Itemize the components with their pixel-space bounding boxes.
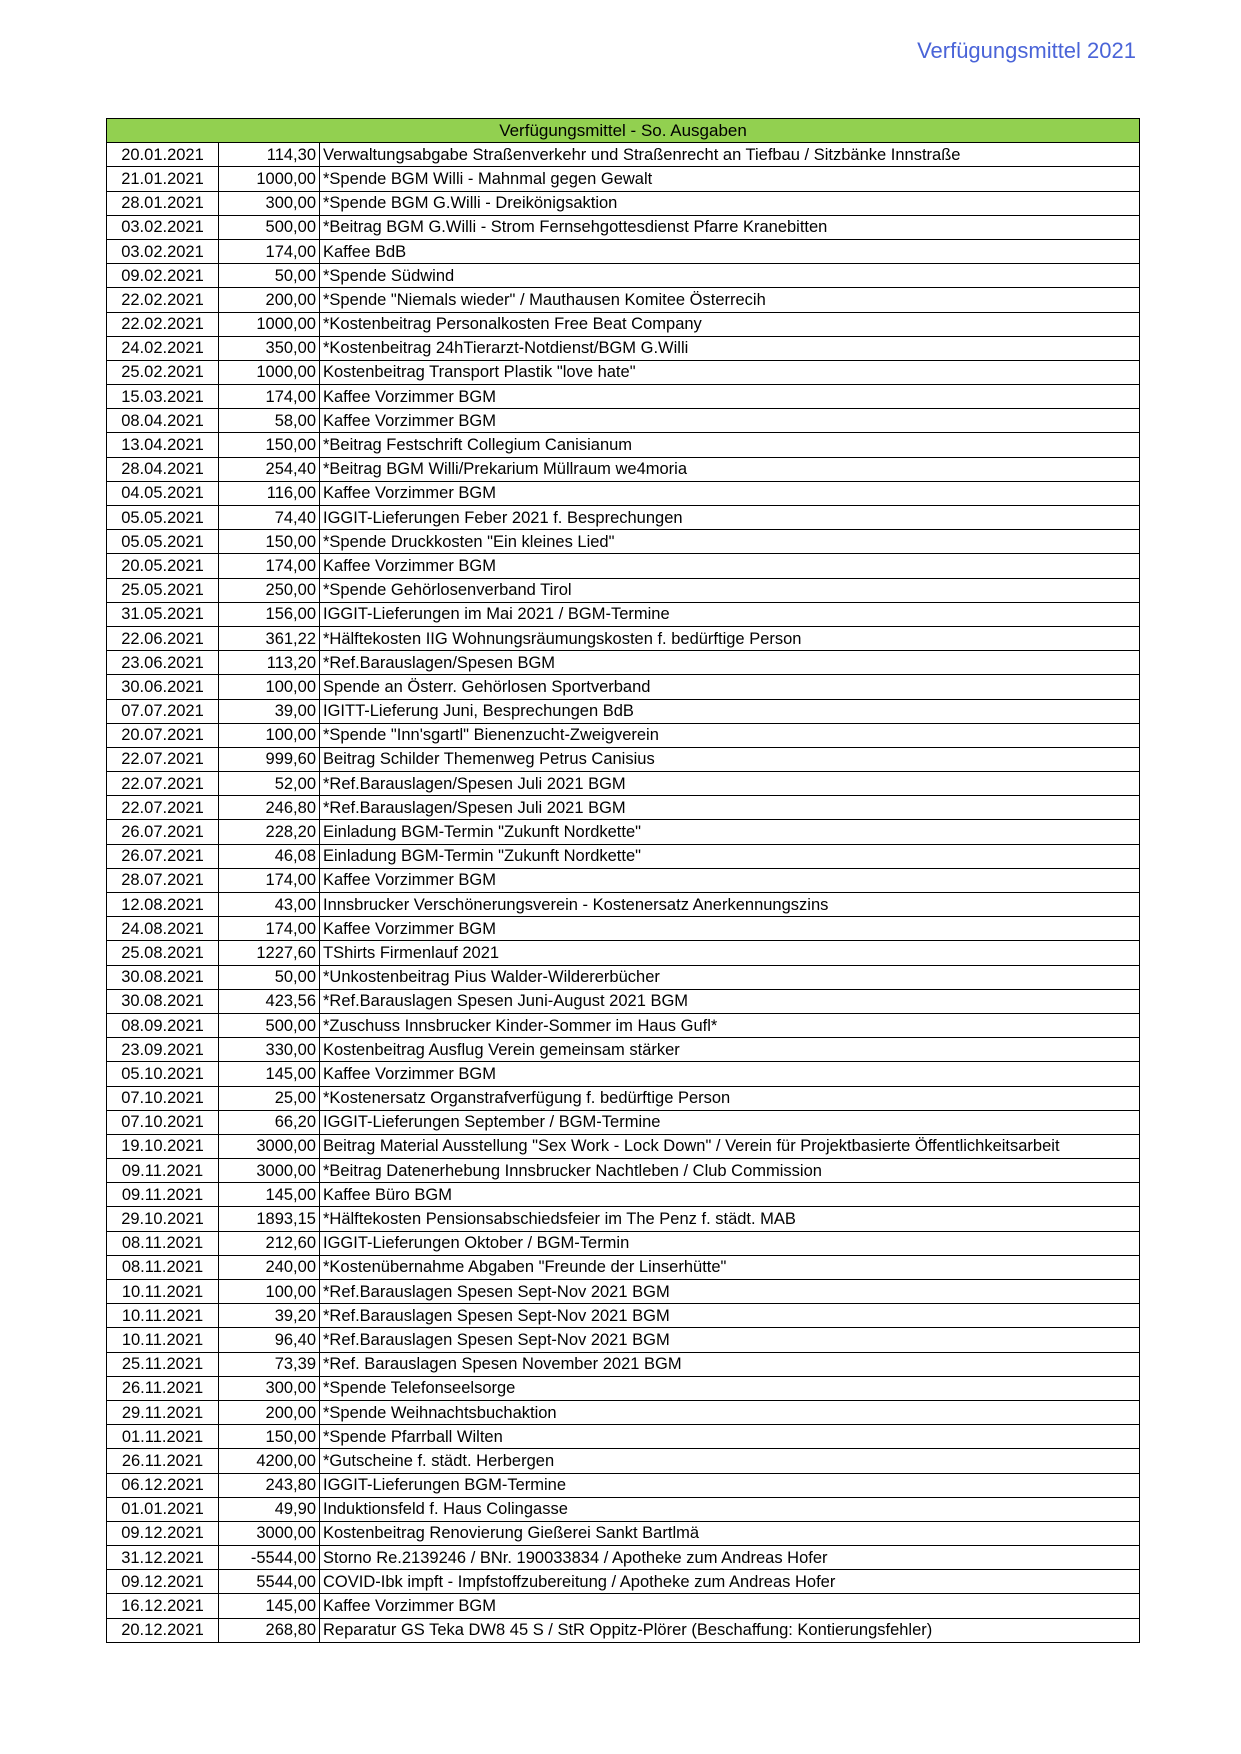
table-header-row [107,119,1140,143]
table-row [107,239,1140,263]
date-cell: 26.11.2021 [107,1376,219,1400]
date-cell: 20.12.2021 [107,1618,219,1642]
table-row [107,626,1140,650]
amount-cell: 100,00 [219,1280,320,1304]
amount-cell: 240,00 [219,1255,320,1279]
date-cell: 26.07.2021 [107,820,219,844]
date-cell: 08.09.2021 [107,1013,219,1037]
amount-cell: 174,00 [219,239,320,263]
amount-cell: 145,00 [219,1183,320,1207]
description-cell: IGGIT-Lieferungen Oktober / BGM-Termin [320,1231,1140,1255]
date-cell: 20.05.2021 [107,554,219,578]
date-cell: 29.10.2021 [107,1207,219,1231]
description-cell: Kaffee BdB [320,239,1140,263]
amount-cell: 100,00 [219,723,320,747]
description-cell: *Ref.Barauslagen Spesen Sept-Nov 2021 BGM [320,1280,1140,1304]
table-row [107,1231,1140,1255]
amount-cell: 174,00 [219,868,320,892]
date-cell: 19.10.2021 [107,1134,219,1158]
amount-cell: 212,60 [219,1231,320,1255]
description-cell: *Ref.Barauslagen/Spesen BGM [320,651,1140,675]
date-cell: 28.07.2021 [107,868,219,892]
date-cell: 10.11.2021 [107,1304,219,1328]
table-row [107,1473,1140,1497]
amount-cell: 361,22 [219,626,320,650]
description-cell: Reparatur GS Teka DW8 45 S / StR Oppitz-Plörer (Beschaffung: Kontierungsfehler) [320,1618,1140,1642]
table-row [107,844,1140,868]
amount-cell: 49,90 [219,1497,320,1521]
amount-cell: 58,00 [219,409,320,433]
table-row [107,409,1140,433]
date-cell: 05.05.2021 [107,506,219,530]
description-cell: IGITT-Lieferung Juni, Besprechungen BdB [320,699,1140,723]
amount-cell: 150,00 [219,1425,320,1449]
table-row [107,385,1140,409]
date-cell: 25.05.2021 [107,578,219,602]
table-row [107,530,1140,554]
table-row [107,1062,1140,1086]
date-cell: 03.02.2021 [107,215,219,239]
amount-cell: 500,00 [219,1013,320,1037]
date-cell: 22.07.2021 [107,772,219,796]
description-cell: Kaffee Vorzimmer BGM [320,409,1140,433]
amount-cell: 174,00 [219,554,320,578]
amount-cell: 113,20 [219,651,320,675]
description-cell: Beitrag Material Ausstellung "Sex Work - Lock Down" / Verein für Projektbasierte Öffentlichkeitsarbeit [320,1134,1140,1158]
description-cell: *Hälftekosten IIG Wohnungsräumungskosten f. bedürftige Person [320,626,1140,650]
amount-cell: 50,00 [219,965,320,989]
description-cell: *Spende Gehörlosenverband Tirol [320,578,1140,602]
table-row [107,820,1140,844]
description-cell: Verwaltungsabgabe Straßenverkehr und Straßenrecht an Tiefbau / Sitzbänke Innstraße [320,143,1140,167]
amount-cell: 350,00 [219,336,320,360]
description-cell: Induktionsfeld f. Haus Colingasse [320,1497,1140,1521]
amount-cell: 150,00 [219,433,320,457]
table-row [107,1134,1140,1158]
amount-cell: 246,80 [219,796,320,820]
table-row [107,360,1140,384]
description-cell: Kaffee Vorzimmer BGM [320,481,1140,505]
date-cell: 24.02.2021 [107,336,219,360]
table-row [107,215,1140,239]
date-cell: 10.11.2021 [107,1328,219,1352]
table-row [107,651,1140,675]
table-row [107,1449,1140,1473]
amount-cell: 5544,00 [219,1570,320,1594]
description-cell: Kaffee Vorzimmer BGM [320,554,1140,578]
amount-cell: 330,00 [219,1038,320,1062]
date-cell: 22.02.2021 [107,288,219,312]
description-cell: *Unkostenbeitrag Pius Walder-Wildererbücher [320,965,1140,989]
date-cell: 28.01.2021 [107,191,219,215]
table-row [107,1594,1140,1618]
date-cell: 12.08.2021 [107,893,219,917]
amount-cell: 100,00 [219,675,320,699]
table-row [107,1280,1140,1304]
description-cell: Spende an Österr. Gehörlosen Sportverband [320,675,1140,699]
description-cell: *Spende Druckkosten "Ein kleines Lied" [320,530,1140,554]
description-cell: *Kostenübernahme Abgaben "Freunde der Linserhütte" [320,1255,1140,1279]
amount-cell: 174,00 [219,385,320,409]
table-header: Verfügungsmittel - So. Ausgaben [107,119,1140,143]
description-cell: *Ref.Barauslagen/Spesen Juli 2021 BGM [320,796,1140,820]
description-cell: Storno Re.2139246 / BNr. 190033834 / Apotheke zum Andreas Hofer [320,1546,1140,1570]
description-cell: *Kostenbeitrag 24hTierarzt-Notdienst/BGM G.Willi [320,336,1140,360]
table-row [107,578,1140,602]
description-cell: *Gutscheine f. städt. Herbergen [320,1449,1140,1473]
table-row [107,1328,1140,1352]
description-cell: *Spende "Niemals wieder" / Mauthausen Komitee Österrecih [320,288,1140,312]
date-cell: 31.05.2021 [107,602,219,626]
amount-cell: 3000,00 [219,1159,320,1183]
description-cell: Einladung BGM-Termin "Zukunft Nordkette" [320,820,1140,844]
amount-cell: 66,20 [219,1110,320,1134]
table-row [107,1013,1140,1037]
date-cell: 01.11.2021 [107,1425,219,1449]
amount-cell: 1000,00 [219,312,320,336]
table-row [107,1570,1140,1594]
date-cell: 08.04.2021 [107,409,219,433]
date-cell: 21.01.2021 [107,167,219,191]
description-cell: TShirts Firmenlauf 2021 [320,941,1140,965]
amount-cell: 250,00 [219,578,320,602]
table-row [107,1425,1140,1449]
amount-cell: 200,00 [219,1400,320,1424]
amount-cell: 254,40 [219,457,320,481]
date-cell: 23.06.2021 [107,651,219,675]
description-cell: *Hälftekosten Pensionsabschiedsfeier im The Penz f. städt. MAB [320,1207,1140,1231]
amount-cell: 39,20 [219,1304,320,1328]
description-cell: *Kostenersatz Organstrafverfügung f. bedürftige Person [320,1086,1140,1110]
amount-cell: 43,00 [219,893,320,917]
description-cell: Beitrag Schilder Themenweg Petrus Canisius [320,747,1140,771]
date-cell: 22.07.2021 [107,796,219,820]
date-cell: 08.11.2021 [107,1255,219,1279]
amount-cell: 228,20 [219,820,320,844]
table-row [107,747,1140,771]
table-row [107,554,1140,578]
amount-cell: 150,00 [219,530,320,554]
table-row [107,1497,1140,1521]
date-cell: 05.05.2021 [107,530,219,554]
description-cell: *Kostenbeitrag Personalkosten Free Beat Company [320,312,1140,336]
date-cell: 15.03.2021 [107,385,219,409]
description-cell: *Spende Pfarrball Wilten [320,1425,1140,1449]
table-row [107,457,1140,481]
amount-cell: 52,00 [219,772,320,796]
description-cell: *Beitrag Datenerhebung Innsbrucker Nachtleben / Club Commission [320,1159,1140,1183]
description-cell: Innsbrucker Verschönerungsverein - Kostenersatz Anerkennungszins [320,893,1140,917]
date-cell: 09.11.2021 [107,1183,219,1207]
description-cell: IGGIT-Lieferungen Feber 2021 f. Besprechungen [320,506,1140,530]
description-cell: *Spende BGM G.Willi - Dreikönigsaktion [320,191,1140,215]
amount-cell: 96,40 [219,1328,320,1352]
date-cell: 08.11.2021 [107,1231,219,1255]
table-body [107,143,1140,1643]
description-cell: *Spende Telefonseelsorge [320,1376,1140,1400]
table-row [107,336,1140,360]
date-cell: 10.11.2021 [107,1280,219,1304]
date-cell: 07.07.2021 [107,699,219,723]
table-row [107,288,1140,312]
amount-cell: 300,00 [219,191,320,215]
table-row [107,1038,1140,1062]
description-cell: *Ref. Barauslagen Spesen November 2021 BGM [320,1352,1140,1376]
description-cell: *Spende BGM Willi - Mahnmal gegen Gewalt [320,167,1140,191]
amount-cell: 268,80 [219,1618,320,1642]
table-row [107,191,1140,215]
table-row [107,1618,1140,1642]
date-cell: 07.10.2021 [107,1086,219,1110]
table-row [107,143,1140,167]
table-row [107,917,1140,941]
date-cell: 09.12.2021 [107,1521,219,1545]
date-cell: 30.06.2021 [107,675,219,699]
amount-cell: 114,30 [219,143,320,167]
date-cell: 05.10.2021 [107,1062,219,1086]
table-row [107,1521,1140,1545]
table-row [107,772,1140,796]
amount-cell: 156,00 [219,602,320,626]
table-row [107,989,1140,1013]
date-cell: 23.09.2021 [107,1038,219,1062]
amount-cell: 50,00 [219,264,320,288]
date-cell: 30.08.2021 [107,965,219,989]
description-cell: *Ref.Barauslagen Spesen Sept-Nov 2021 BGM [320,1304,1140,1328]
date-cell: 04.05.2021 [107,481,219,505]
date-cell: 26.07.2021 [107,844,219,868]
table-row [107,675,1140,699]
date-cell: 22.02.2021 [107,312,219,336]
date-cell: 16.12.2021 [107,1594,219,1618]
amount-cell: 174,00 [219,917,320,941]
amount-cell: 39,00 [219,699,320,723]
description-cell: Kostenbeitrag Ausflug Verein gemeinsam stärker [320,1038,1140,1062]
description-cell: *Ref.Barauslagen/Spesen Juli 2021 BGM [320,772,1140,796]
description-cell: *Beitrag Festschrift Collegium Canisianum [320,433,1140,457]
table-row [107,1304,1140,1328]
date-cell: 09.11.2021 [107,1159,219,1183]
table-row [107,868,1140,892]
date-cell: 07.10.2021 [107,1110,219,1134]
amount-cell: 1000,00 [219,360,320,384]
table-row [107,1400,1140,1424]
table-row [107,602,1140,626]
date-cell: 01.01.2021 [107,1497,219,1521]
date-cell: 29.11.2021 [107,1400,219,1424]
table-row [107,1086,1140,1110]
description-cell: IGGIT-Lieferungen September / BGM-Termine [320,1110,1140,1134]
table-row [107,796,1140,820]
description-cell: Kostenbeitrag Renovierung Gießerei Sankt Bartlmä [320,1521,1140,1545]
date-cell: 31.12.2021 [107,1546,219,1570]
description-cell: IGGIT-Lieferungen BGM-Termine [320,1473,1140,1497]
description-cell: IGGIT-Lieferungen im Mai 2021 / BGM-Termine [320,602,1140,626]
table-row [107,1546,1140,1570]
amount-cell: 25,00 [219,1086,320,1110]
date-cell: 06.12.2021 [107,1473,219,1497]
date-cell: 22.06.2021 [107,626,219,650]
date-cell: 09.12.2021 [107,1570,219,1594]
table-row [107,1255,1140,1279]
amount-cell: 3000,00 [219,1134,320,1158]
description-cell: *Beitrag BGM G.Willi - Strom Fernsehgottesdienst Pfarre Kranebitten [320,215,1140,239]
description-cell: Kaffee Vorzimmer BGM [320,868,1140,892]
date-cell: 25.11.2021 [107,1352,219,1376]
date-cell: 03.02.2021 [107,239,219,263]
description-cell: *Spende Südwind [320,264,1140,288]
description-cell: COVID-Ibk impft - Impfstoffzubereitung / Apotheke zum Andreas Hofer [320,1570,1140,1594]
description-cell: Kaffee Vorzimmer BGM [320,1062,1140,1086]
table-row [107,965,1140,989]
table-row [107,167,1140,191]
amount-cell: 116,00 [219,481,320,505]
date-cell: 22.07.2021 [107,747,219,771]
expenses-table [106,118,1140,1643]
table-row [107,433,1140,457]
table-row [107,506,1140,530]
amount-cell: 73,39 [219,1352,320,1376]
description-cell: *Beitrag BGM Willi/Prekarium Müllraum we4moria [320,457,1140,481]
description-cell: Kaffee Büro BGM [320,1183,1140,1207]
date-cell: 09.02.2021 [107,264,219,288]
description-cell: *Zuschuss Innsbrucker Kinder-Sommer im Haus Gufl* [320,1013,1140,1037]
amount-cell: 500,00 [219,215,320,239]
description-cell: Kaffee Vorzimmer BGM [320,917,1140,941]
date-cell: 20.01.2021 [107,143,219,167]
table-row [107,1352,1140,1376]
amount-cell: 243,80 [219,1473,320,1497]
amount-cell: 145,00 [219,1062,320,1086]
amount-cell: 46,08 [219,844,320,868]
description-cell: Kaffee Vorzimmer BGM [320,385,1140,409]
amount-cell: 145,00 [219,1594,320,1618]
amount-cell: -5544,00 [219,1546,320,1570]
table-row [107,941,1140,965]
table-row [107,1110,1140,1134]
table-row [107,312,1140,336]
table-row [107,1183,1140,1207]
amount-cell: 4200,00 [219,1449,320,1473]
date-cell: 24.08.2021 [107,917,219,941]
amount-cell: 1227,60 [219,941,320,965]
description-cell: *Spende "Inn'sgartl" Bienenzucht-Zweigverein [320,723,1140,747]
amount-cell: 999,60 [219,747,320,771]
description-cell: Einladung BGM-Termin "Zukunft Nordkette" [320,844,1140,868]
date-cell: 25.02.2021 [107,360,219,384]
date-cell: 26.11.2021 [107,1449,219,1473]
amount-cell: 74,40 [219,506,320,530]
amount-cell: 1893,15 [219,1207,320,1231]
amount-cell: 3000,00 [219,1521,320,1545]
table-row [107,893,1140,917]
table-row [107,481,1140,505]
date-cell: 28.04.2021 [107,457,219,481]
date-cell: 25.08.2021 [107,941,219,965]
description-cell: *Ref.Barauslagen Spesen Juni-August 2021 BGM [320,989,1140,1013]
description-cell: Kaffee Vorzimmer BGM [320,1594,1140,1618]
description-cell: *Spende Weihnachtsbuchaktion [320,1400,1140,1424]
table-row [107,723,1140,747]
table-row [107,699,1140,723]
amount-cell: 300,00 [219,1376,320,1400]
description-cell: Kostenbeitrag Transport Plastik "love hate" [320,360,1140,384]
amount-cell: 1000,00 [219,167,320,191]
amount-cell: 423,56 [219,989,320,1013]
date-cell: 30.08.2021 [107,989,219,1013]
table-row [107,1207,1140,1231]
table-row [107,264,1140,288]
date-cell: 20.07.2021 [107,723,219,747]
table-row [107,1159,1140,1183]
table-row [107,1376,1140,1400]
date-cell: 13.04.2021 [107,433,219,457]
amount-cell: 200,00 [219,288,320,312]
page-title: Verfügungsmittel 2021 [917,38,1136,63]
description-cell: *Ref.Barauslagen Spesen Sept-Nov 2021 BGM [320,1328,1140,1352]
